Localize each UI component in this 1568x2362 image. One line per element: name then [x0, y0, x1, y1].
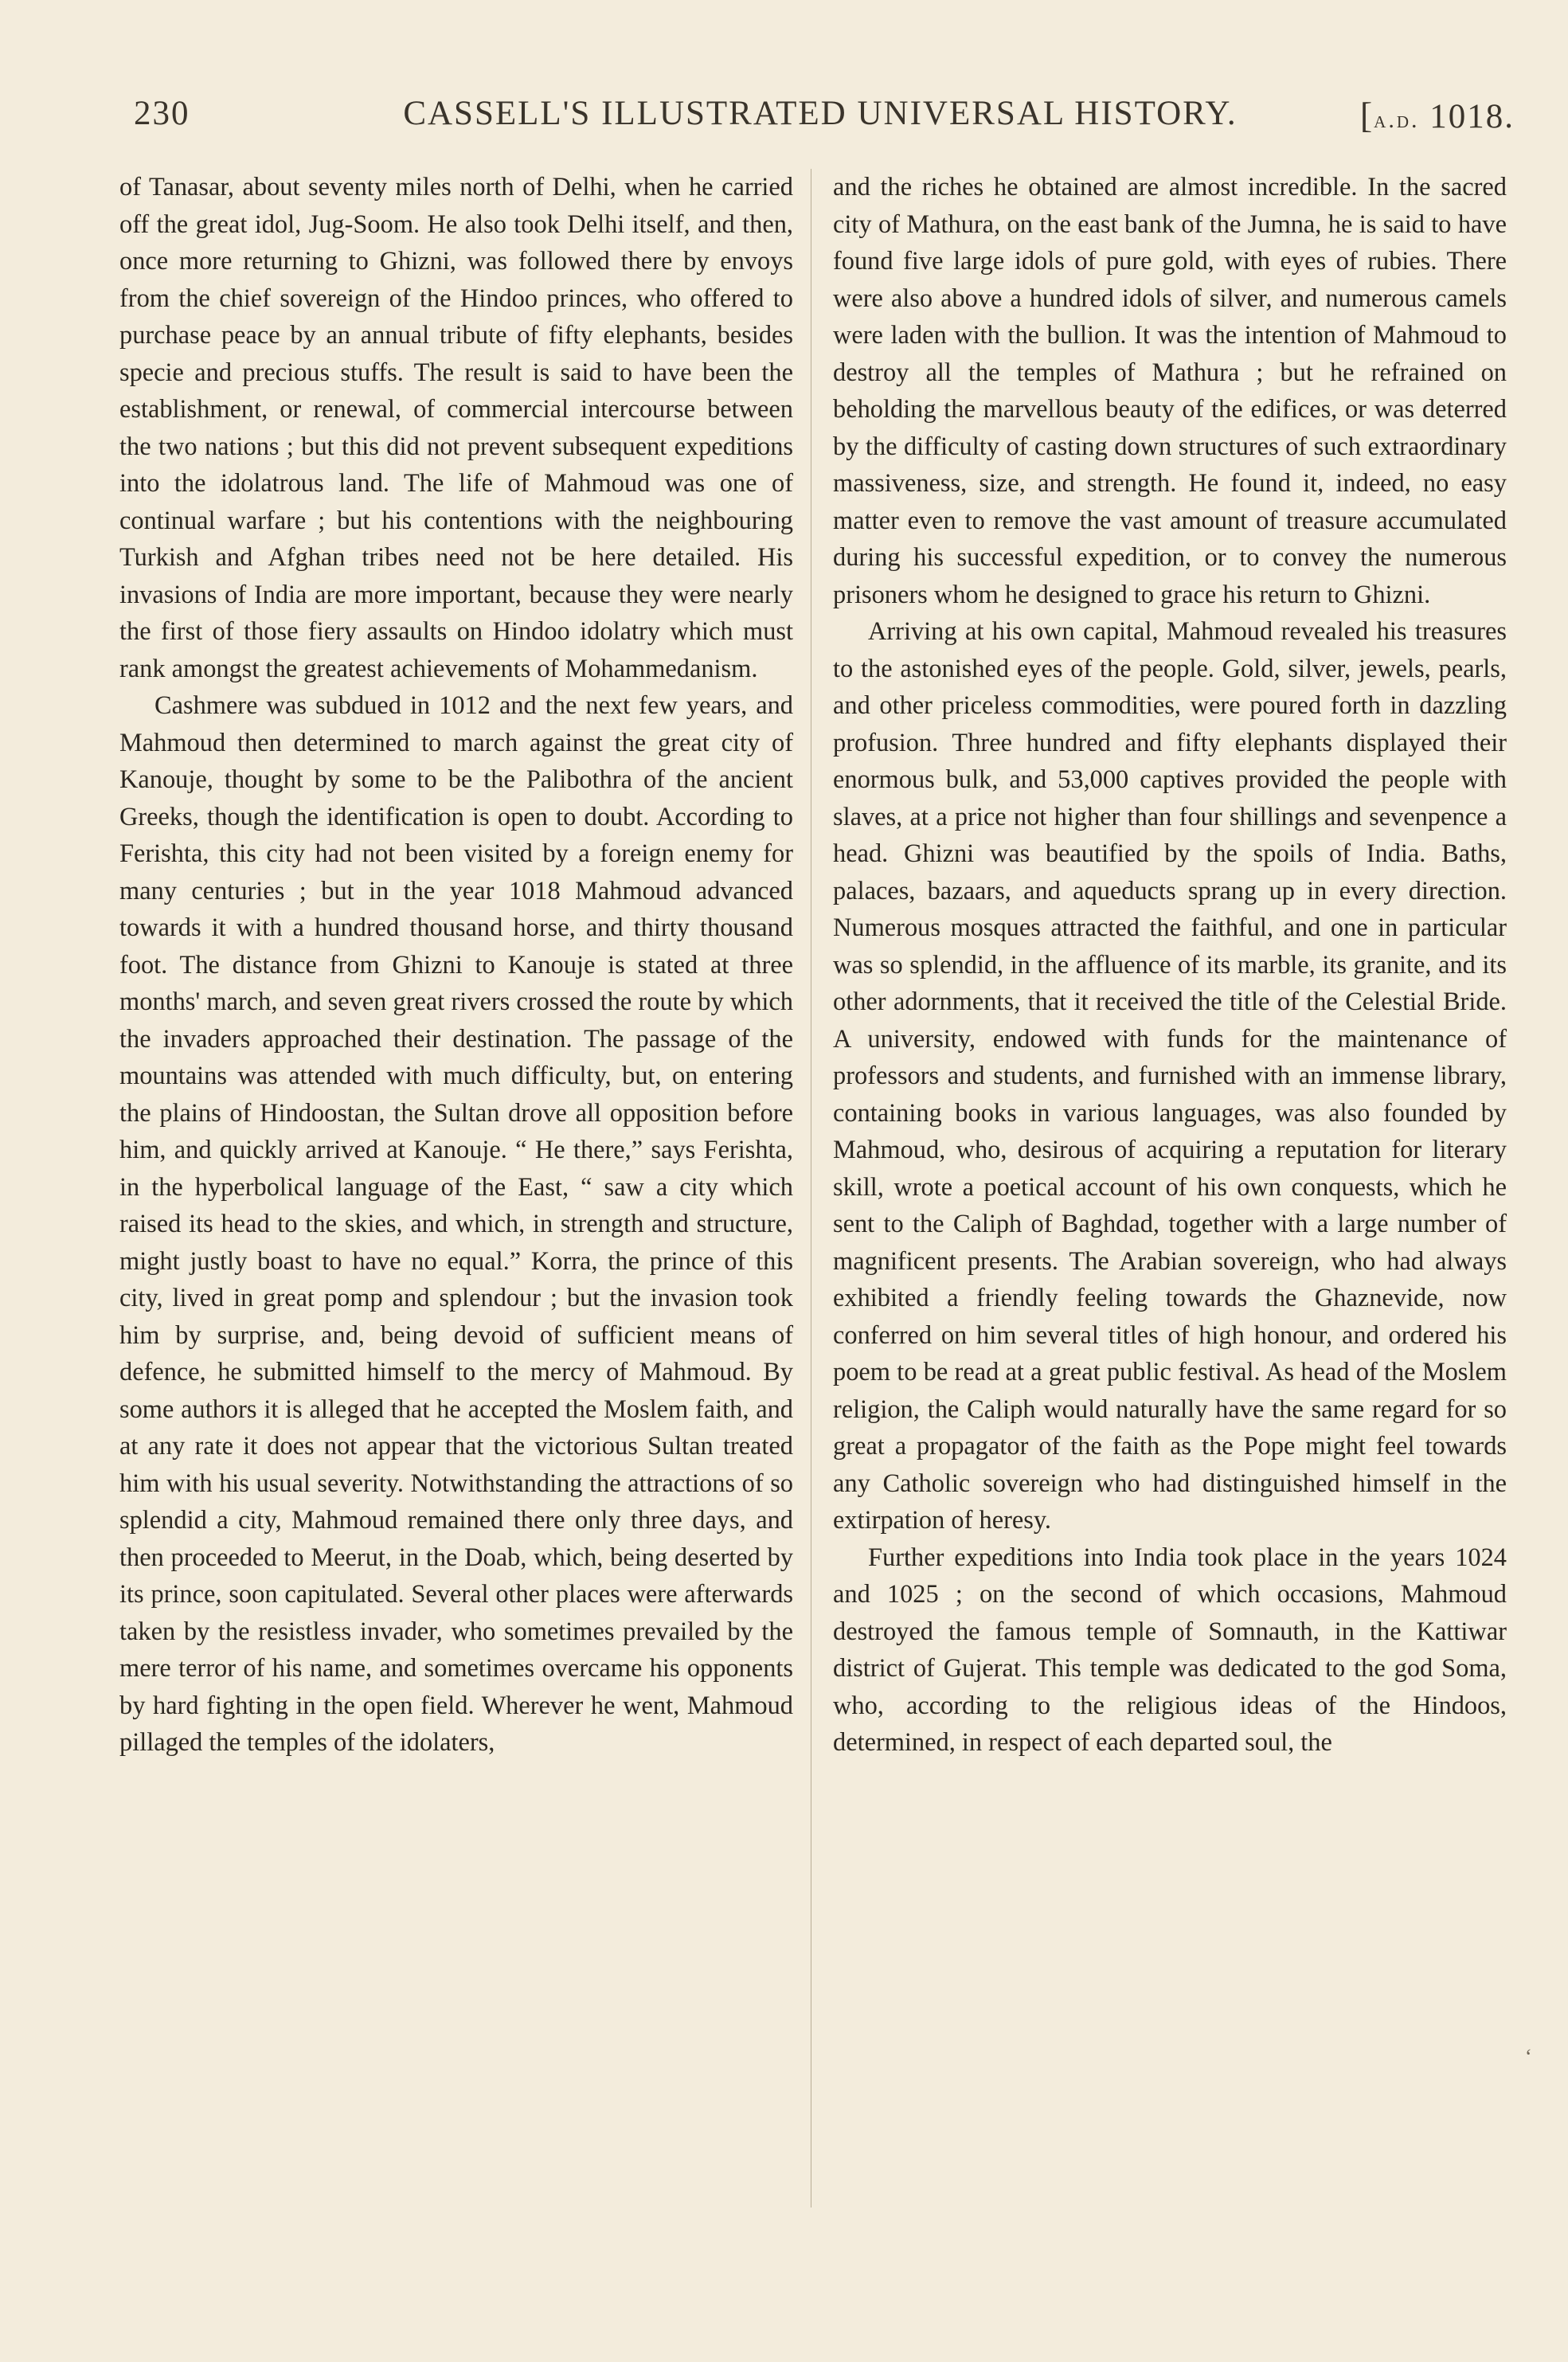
- date-era: a.d.: [1374, 107, 1420, 133]
- left-paragraph-1: of Tanasar, about seventy miles north of Delhi, when he carried off the great idol, Jug-Soom. He also took Delhi itself, and then, once more returning to Ghizni, was followed there by envoys from the chief sovereign of the Hindoo princes, who offered to purchase peace by an annual tribute of fifty elephants, besides specie and precious stuffs. The result is said to have been the establishment, or renewal, of commercial intercourse between the two nations ; but this did not prevent subsequent expeditions into the idolatrous land. The life of Mahmoud was one of continual warfare ; but his contentions with the neighbouring Turkish and Afghan tribes need not be here detailed. His invasions of India are more important, because they were nearly the first of those fiery assaults on Hindoo idolatry which must rank amongst the greatest achievements of Mohammedanism.: [119, 173, 793, 683]
- left-column: [119, 169, 793, 1762]
- right-paragraph-1: and the riches he obtained are almost incredible. In the sacred city of Mathura, on the east bank of the Jumna, he is said to have found five large idols of pure gold, with eyes of rubies. There were also above a hundred idols of silver, and numerous camels were laden with the bullion. It was the intention of Mahmoud to destroy all the temples of Mathura ; but he refrained on beholding the marvellous beauty of the edifices, or was deterred by the difficulty of casting down structures of such extraordinary massiveness, size, and strength. He found it, indeed, no easy matter even to remove the vast amount of treasure accumulated during his successful expedition, or to convey the numerous prisoners whom he designed to grace his return to Ghizni.: [833, 173, 1507, 609]
- right-paragraph-3: Further expeditions into India took place in the years 1024 and 1025 ; on the second of which occasions, Mahmoud destroyed the famous temple of Somnauth, in the Kattiwar district of Gujerat. This temple was dedicated to the god Soma, who, according to the religious ideas of the Hindoos, determined, in respect of each departed soul, the: [833, 1543, 1507, 1757]
- margin-mark: ‘: [1525, 2045, 1532, 2068]
- page-number: 230: [134, 95, 190, 132]
- right-column: [833, 169, 1507, 1762]
- date-year: 1018.: [1429, 98, 1515, 135]
- running-title: CASSELL'S ILLUSTRATED UNIVERSAL HISTORY.: [403, 95, 1238, 132]
- left-paragraph-2: Cashmere was subdued in 1012 and the next few years, and Mahmoud then determined to march against the great city of Kanouje, thought by some to be the Palibothra of the ancient Greeks, though the identification is open to doubt. According to Ferishta, this city had not been visited by a foreign enemy for many centuries ; but in the year 1018 Mahmoud advanced towards it with a hundred thousand horse, and thirty thousand foot. The distance from Ghizni to Kanouje is stated at three months' march, and seven great rivers crossed the route by which the invaders approached their destination. The passage of the mountains was attended with much difficulty, but, on entering the plains of Hindoostan, the Sultan drove all opposition before him, and quickly arrived at Kanouje. “ He there,” says Ferishta, in the hyperbolical language of the East, “ saw a city which raised its head to the skies, and which, in strength and structure, might justly boast to have no equal.” Korra, the prince of this city, lived in great pomp and splendour ; but the invasion took him by surprise, and, being devoid of sufficient means of defence, he submitted himself to the mercy of Mahmoud. By some authors it is alleged that he accepted the Moslem faith, and at any rate it does not appear that the victorious Sultan treated him with his usual severity. Notwithstanding the attractions of so splendid a city, Mahmoud remained there only three days, and then proceeded to Meerut, in the Doab, which, being deserted by its prince, soon capitulated. Several other places were afterwards taken by the resistless invader, who sometimes prevailed by the mere terror of his name, and sometimes overcame his opponents by hard fighting in the open field. Wherever he went, Mahmoud pillaged the temples of the idolaters,: [119, 691, 793, 1757]
- right-paragraph-2: Arriving at his own capital, Mahmoud revealed his treasures to the astonished eyes of the people. Gold, silver, jewels, pearls, and other priceless commodities, were poured forth in dazzling profusion. Three hundred and fifty elephants displayed their enormous bulk, and 53,000 captives provided the people with slaves, at a price not higher than four shillings and sevenpence a head. Ghizni was beautified by the spoils of India. Baths, palaces, bazaars, and aqueducts sprang up in every direction. Numerous mosques attracted the faithful, and one in particular was so splendid, in the affluence of its marble, its granite, and its other adornments, that it received the title of the Celestial Bride. A university, endowed with funds for the maintenance of professors and students, and furnished with an immense library, containing books in various languages, was also founded by Mahmoud, who, desirous of acquiring a reputation for literary skill, wrote a poetical account of his own conquests, which he sent to the Caliph of Baghdad, together with a large number of magnificent presents. The Arabian sovereign, who had always exhibited a friendly feeling towards the Ghaznevide, now conferred on him several titles of high honour, and ordered his poem to be read at a great public festival. As head of the Moslem religion, the Caliph would naturally have the same regard for so great a propagator of the faith as the Pope might feel towards any Catholic sovereign who had distinguished himself in the extirpation of heresy.: [833, 617, 1507, 1535]
- date-mark: [1360, 94, 1515, 136]
- page-header: [119, 94, 1521, 142]
- date-bracket: [: [1359, 95, 1374, 135]
